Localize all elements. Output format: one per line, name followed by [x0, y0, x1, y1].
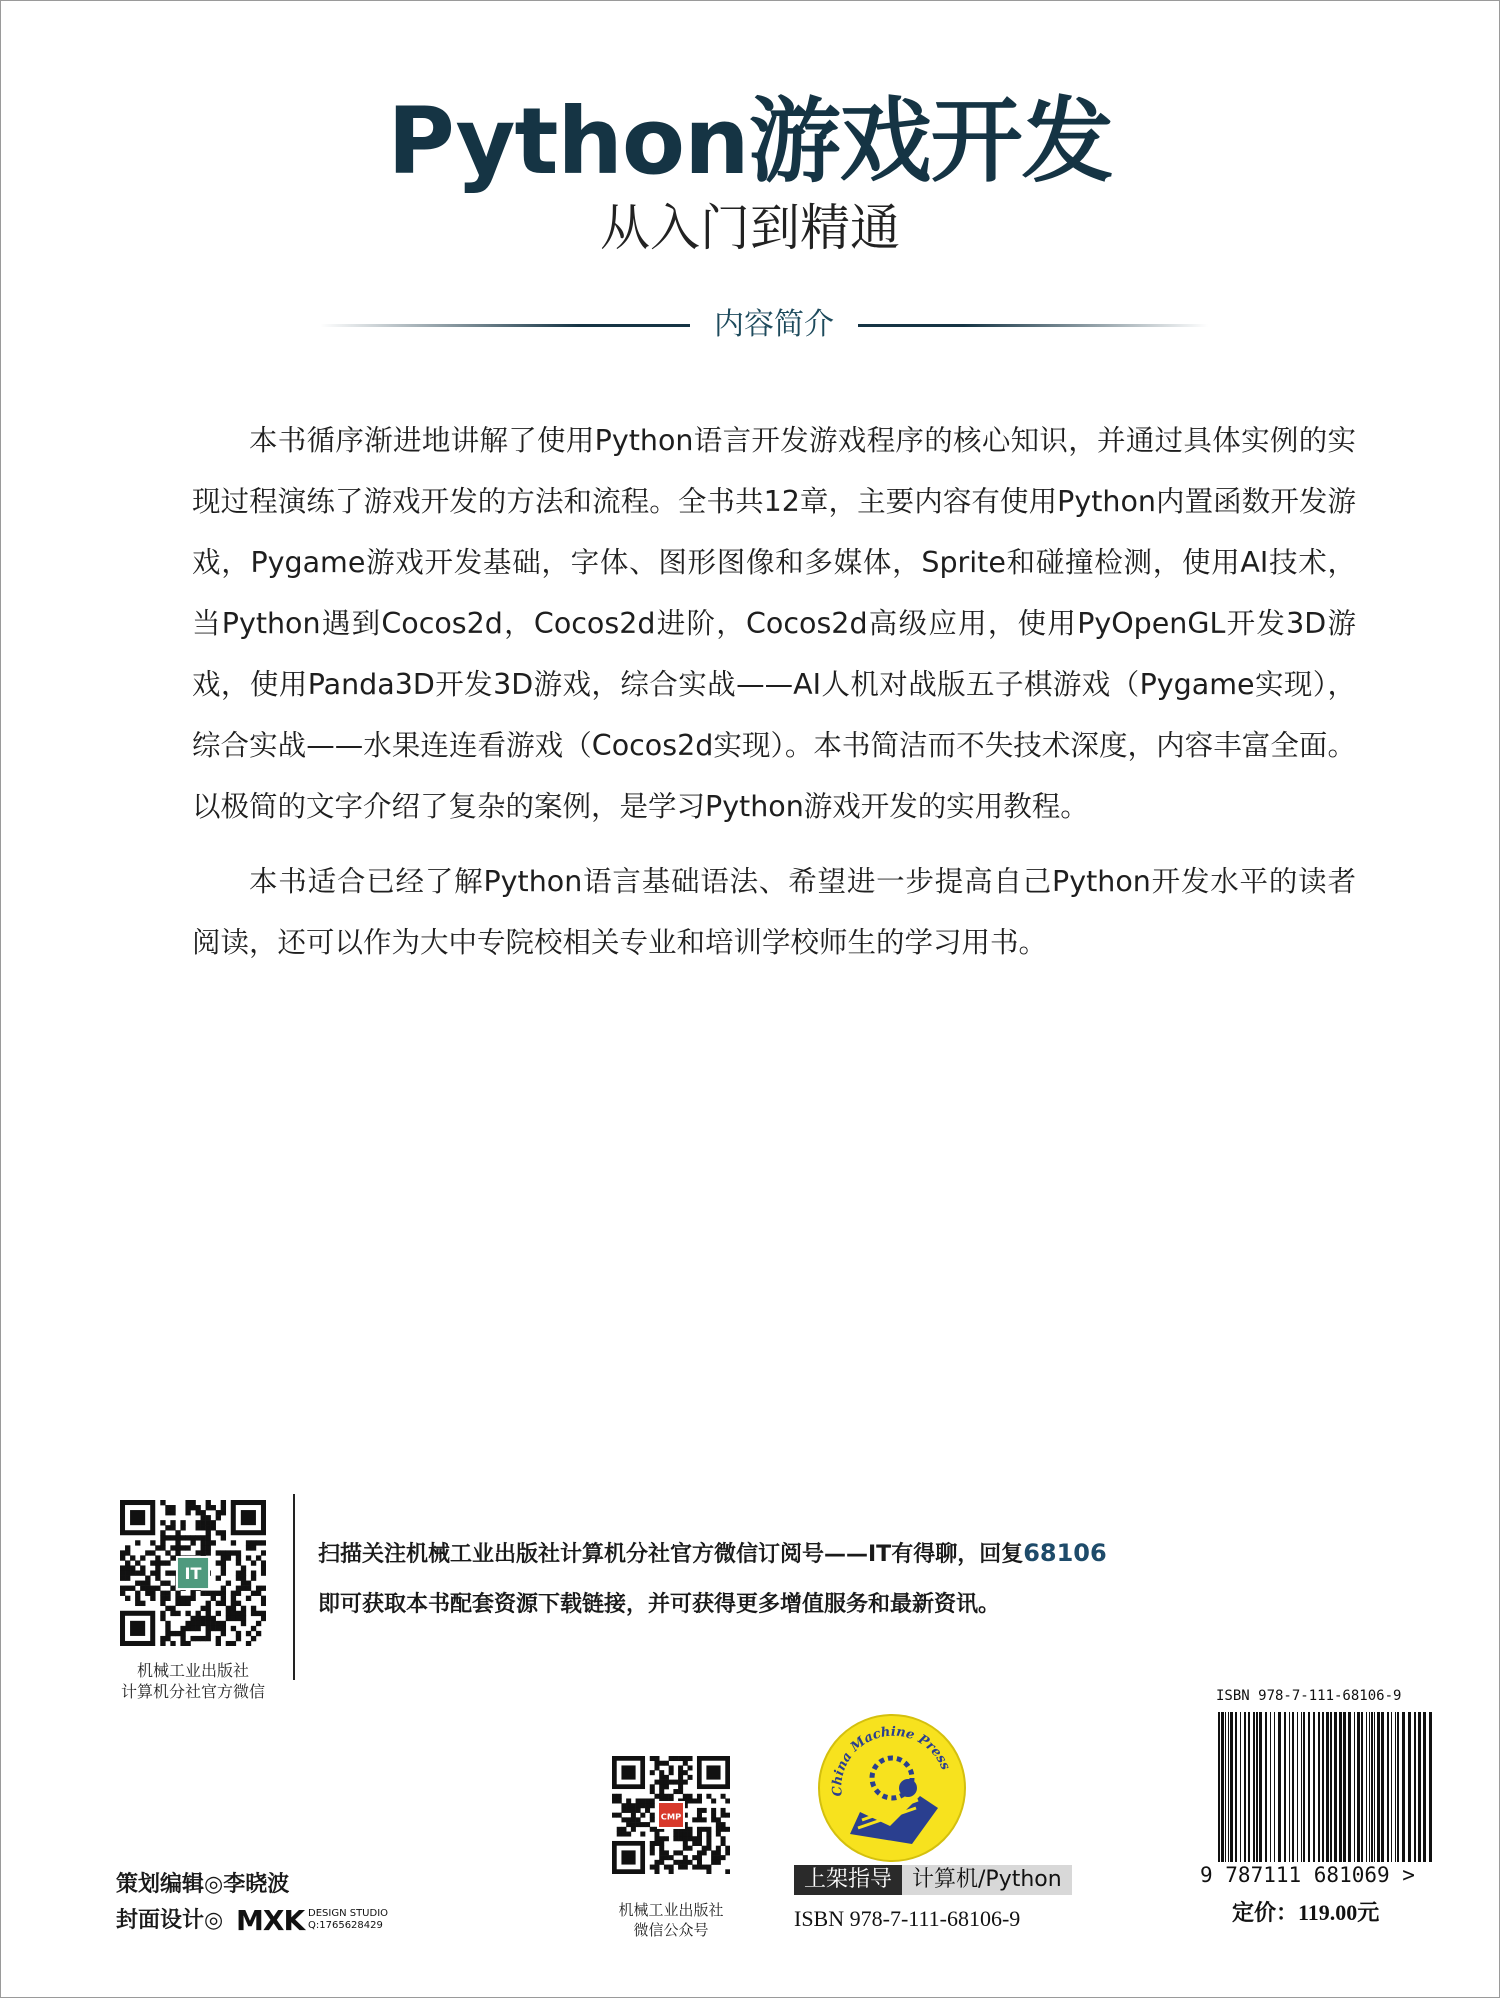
qr-label-line1: 机械工业出版社 — [618, 1901, 724, 1919]
section-rule-right — [858, 324, 1208, 327]
qr-label-line2: 计算机分社官方微信 — [120, 1682, 265, 1701]
promo-text: 扫描关注机械工业出版社计算机分社官方微信订阅号——IT有得聊，回复 — [318, 1542, 1024, 1567]
designer-logo: MXK — [236, 1904, 305, 1937]
qr-label-line2: 微信公众号 — [633, 1921, 709, 1939]
isbn-text: ISBN 978-7-111-68106-9 — [794, 1906, 1021, 1931]
shelf-label: 上架指导 — [794, 1865, 902, 1895]
section-header — [0, 302, 1500, 348]
barcode-isbn: ISBN 978-7-111-68106-9 — [1216, 1688, 1402, 1704]
divider-vertical — [293, 1494, 295, 1680]
reply-code: 68106 — [1023, 1539, 1107, 1567]
designer-studio — [308, 1908, 388, 1932]
shelf-guide — [794, 1865, 1072, 1895]
qr-label-official — [96, 1660, 290, 1702]
book-subtitle: 从入门到精通 — [600, 199, 900, 257]
qr-code-public-account[interactable] — [612, 1756, 730, 1874]
section-rule-left — [320, 324, 690, 327]
publisher-logo — [818, 1714, 966, 1862]
synopsis — [192, 410, 1356, 987]
studio-name: DESIGN STUDIO — [308, 1908, 389, 1919]
qr-label-line1: 机械工业出版社 — [136, 1661, 249, 1680]
editor-credit: 策划编辑◎李晓波 — [116, 1872, 290, 1897]
qr-code-official-wechat[interactable] — [120, 1500, 266, 1646]
price: 定价：119.00元 — [1232, 1900, 1380, 1925]
qr-label-public — [596, 1900, 746, 1940]
section-label: 内容简介 — [714, 307, 834, 342]
book-title: Python游戏开发 — [387, 88, 1113, 195]
promo-line-2: 即可获取本书配套资源下载链接，并可获得更多增值服务和最新资讯。 — [318, 1592, 1001, 1617]
synopsis-paragraph: 本书循序渐进地讲解了使用Python语言开发游戏程序的核心知识，并通过具体实例的实现过程演练了游戏开发的方法和流程。全书共12章，主要内容有使用Python内置函数开发游戏，Pygame游戏开发基础，字体、图形图像和多媒体，Sprite和碰撞检测，使用AI技术，当Python遇到Cocos2d，Cocos2d进阶，Cocos2d高级应用，使用PyOpenGL开发3D游戏，使用Panda3D开发3D游戏，综合实战——AI人机对战版五子棋游戏（Pygame实现），综合实战——水果连连看游戏（Cocos2d实现）。本书简洁而不失技术深度，内容丰富全面。以极简的文字介绍了复杂的案例，是学习Python游戏开发的实用教程。 — [192, 424, 1356, 823]
svg-text:China Machine Press: China Machine Press — [830, 1724, 953, 1797]
shelf-value: 计算机/Python — [902, 1865, 1072, 1895]
svg-text:IT: IT — [184, 1563, 202, 1583]
studio-qq: Q:1765628429 — [308, 1920, 383, 1931]
barcode-icon — [1216, 1712, 1434, 1862]
qr-code-icon — [612, 1756, 730, 1874]
publisher-emblem-icon — [820, 1716, 964, 1860]
promo-line-1 — [318, 1538, 1107, 1570]
qr-code-icon — [120, 1500, 266, 1646]
designer-credit-prefix: 封面设计◎ — [116, 1908, 224, 1933]
synopsis-paragraph: 本书适合已经了解Python语言基础语法、希望进一步提高自己Python开发水平的读者阅读，还可以作为大中专院校相关专业和培训学校师生的学习用书。 — [192, 865, 1356, 959]
barcode-digits: 9 787111 681069 > — [1200, 1863, 1415, 1887]
svg-text:CMP: CMP — [660, 1811, 682, 1822]
